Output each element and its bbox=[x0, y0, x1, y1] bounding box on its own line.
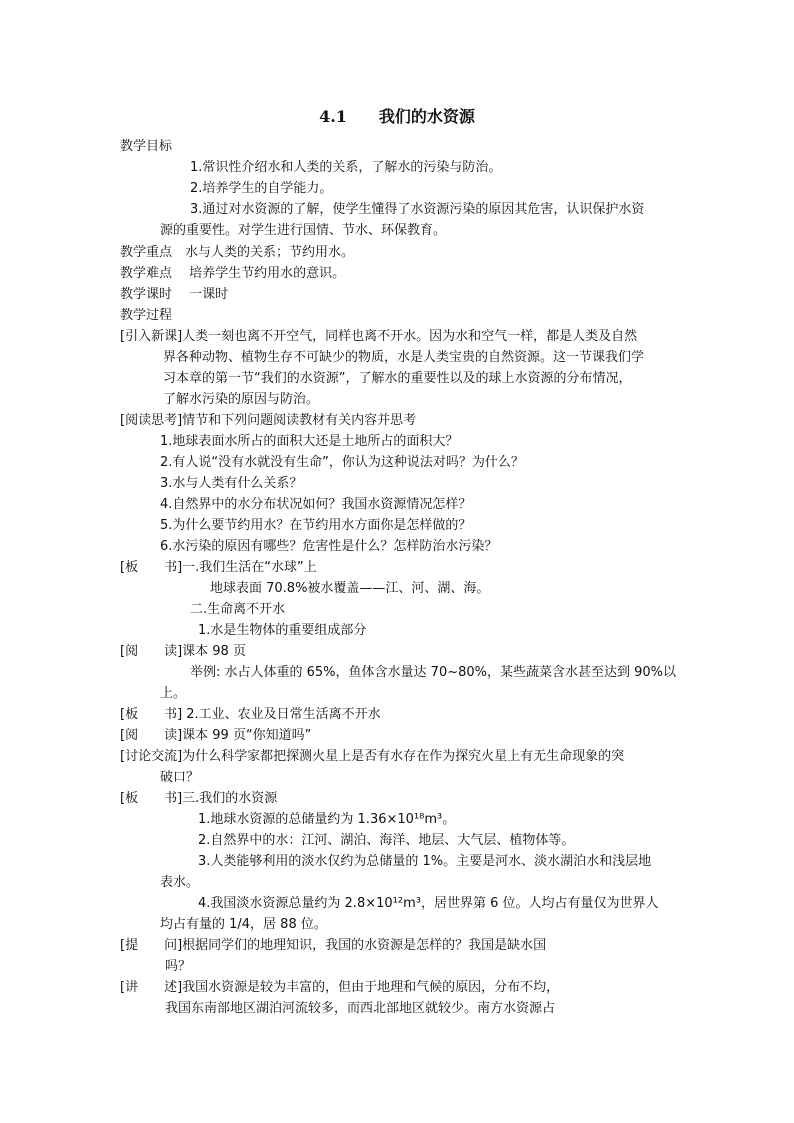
water-fact-1: 1.地球水资源的总储量约为 1.36×10¹⁸m³。 bbox=[198, 812, 456, 827]
water-fact-4-cont: 均占有量的 1/4，居 88 位。 bbox=[160, 917, 327, 932]
objective-1: 1.常识性介绍水和人类的关系，了解水的污染与防治。 bbox=[190, 160, 502, 175]
intro-paragraph-cont: 界各种动物、植物生存不可缺少的物质，水是人类宝贵的自然资源。这一节课我们学 bbox=[163, 350, 645, 365]
example-text-cont: 上。 bbox=[160, 686, 187, 701]
question-3: 3.水与人类有什么关系？ bbox=[160, 476, 303, 491]
lecture-note: [讲 述]我国水资源是较为丰富的，但由于地理和气候的原因，分布不均， bbox=[120, 980, 560, 995]
lecture-note-cont: 我国东南部地区湖泊河流较多，而西北部地区就较少。南方水资源占 bbox=[165, 1001, 556, 1016]
question-2: 2.有人说“没有水就没有生命”，你认为这种说法对吗？为什么？ bbox=[160, 455, 524, 470]
question-6: 6.水污染的原因有哪些？危害性是什么？怎样防治水污染？ bbox=[160, 539, 498, 554]
reading-note: [阅 读]课本 98 页 bbox=[120, 644, 246, 659]
intro-paragraph: [引入新课]人类一刻也离不开空气，同样也离不开水。因为水和空气一样，都是人类及自然 bbox=[120, 329, 638, 344]
board-note: [板 书]一.我们生活在“水球”上 bbox=[120, 560, 317, 575]
discussion-prompt: [讨论交流]为什么科学家都把探测火星上是否有水存在作为探究火星上有无生命现象的突 bbox=[120, 749, 625, 764]
teaching-difficulty: 教学难点 培养学生节约用水的意识。 bbox=[120, 266, 346, 281]
objective-3: 3.通过对水资源的了解，使学生懂得了水资源污染的原因其危害，认识保护水资 bbox=[190, 202, 645, 217]
intro-paragraph-cont: 习本章的第一节“我们的水资源”，了解水的重要性以及的球上水资源的分布情况， bbox=[163, 371, 632, 386]
board-note-detail: 1.水是生物体的重要组成部分 bbox=[198, 623, 367, 638]
board-note-detail: 地球表面 70.8%被水覆盖——江、河、湖、海。 bbox=[210, 581, 490, 596]
reading-note: [阅 读]课本 99 页“你知道吗” bbox=[120, 728, 312, 743]
section-heading: 教学目标 bbox=[120, 139, 173, 154]
water-fact-4: 4.我国淡水资源总量约为 2.8×10¹²m³，居世界第 6 位。人均占有量仅为世界人 bbox=[198, 896, 659, 911]
water-fact-3-cont: 表水。 bbox=[160, 875, 200, 890]
reading-prompt: [阅读思考]情节和下列问题阅读教材有关内容并思考 bbox=[120, 413, 417, 428]
objective-3-cont: 源的重要性。对学生进行国情、节水、环保教育。 bbox=[160, 223, 447, 238]
page-title: 4.1 我们的水资源 bbox=[319, 107, 475, 126]
board-note-heading: 二.生命离不开水 bbox=[190, 602, 286, 617]
question-1: 1.地球表面水所占的面积大还是土地所占的面积大？ bbox=[160, 434, 459, 449]
teaching-focus: 教学重点 水与人类的关系；节约用水。 bbox=[120, 245, 355, 260]
question-5: 5.为什么要节约用水？在节约用水方面你是怎样做的？ bbox=[160, 518, 472, 533]
question-prompt: [提 问]根据同学们的地理知识，我国的水资源是怎样的？我国是缺水国 bbox=[120, 938, 547, 953]
intro-paragraph-cont: 了解水污染的原因与防治。 bbox=[163, 392, 320, 407]
objective-2: 2.培养学生的自学能力。 bbox=[190, 181, 333, 196]
discussion-prompt-cont: 破口？ bbox=[160, 770, 200, 785]
teaching-hours: 教学课时 一课时 bbox=[120, 287, 229, 302]
water-fact-2: 2.自然界中的水：江河、湖泊、海洋、地层、大气层、植物体等。 bbox=[198, 833, 575, 848]
water-fact-3: 3.人类能够利用的淡水仅约为总储量的 1%。主要是河水、淡水湖泊水和浅层地 bbox=[198, 854, 652, 869]
question-4: 4.自然界中的水分布状况如何？我国水资源情况怎样？ bbox=[160, 497, 472, 512]
section-heading: 教学过程 bbox=[120, 308, 173, 323]
board-note: [板 书]三.我们的水资源 bbox=[120, 791, 278, 806]
question-prompt-cont: 吗？ bbox=[165, 959, 192, 974]
example-text: 举例: 水占人体重的 65%，鱼体含水量达 70~80%，某些蔬菜含水甚至达到 90%以 bbox=[190, 665, 677, 680]
board-note: [板 书] 2.工业、农业及日常生活离不开水 bbox=[120, 707, 381, 722]
